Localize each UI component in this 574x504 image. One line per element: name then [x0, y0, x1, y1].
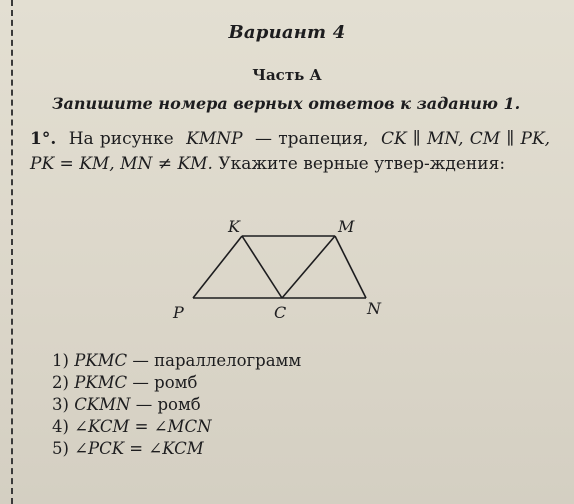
problem-number: 1°. [30, 129, 57, 149]
segment-cm [282, 236, 335, 298]
segment-kc [242, 236, 282, 298]
side-mn [335, 236, 366, 298]
condition-3: PK = KM, [30, 154, 115, 174]
answer-option [52, 372, 452, 394]
figure-name: KMNP [186, 129, 243, 149]
answer-option [52, 394, 452, 416]
problem-tail: Укажите верные утвер-ждения: [218, 154, 506, 174]
label-p: P [173, 303, 184, 322]
option-subject: ∠PCK = ∠KCM [74, 439, 204, 458]
condition-4: MN ≠ KM. [120, 154, 213, 174]
option-text: — параллелограмм [132, 351, 302, 370]
trapezoid-figure [160, 210, 390, 330]
label-m: M [338, 217, 355, 236]
option-number: 2) [52, 373, 69, 392]
problem-lead: На рисунке [68, 129, 174, 149]
answer-options [52, 350, 452, 460]
option-subject: ∠KCM = ∠MCN [74, 417, 212, 436]
option-text: — ромб [132, 373, 198, 392]
variant-title: Вариант 4 [228, 22, 346, 43]
option-subject: PKMC [74, 351, 128, 370]
condition-1: CK ∥ MN, [380, 129, 464, 149]
instruction-text: Запишите номера верных ответов к заданию 1. [52, 94, 521, 113]
label-n: N [367, 299, 381, 318]
side-pk [193, 236, 242, 298]
condition-2: CM ∥ PK, [469, 129, 551, 149]
option-number: 1) [52, 351, 69, 370]
answer-option [52, 416, 452, 438]
part-title: Часть А [252, 66, 322, 84]
option-text: — ромб [135, 395, 201, 414]
problem-dash-text: — трапеция, [255, 129, 369, 149]
option-subject: PKMC [74, 373, 128, 392]
label-k: K [228, 217, 240, 236]
option-subject: CKMN [74, 395, 131, 414]
label-c: C [274, 303, 287, 322]
problem-statement [30, 127, 550, 177]
answer-option [52, 350, 452, 372]
option-number: 5) [52, 439, 69, 458]
option-number: 3) [52, 395, 69, 414]
answer-option [52, 438, 452, 460]
option-number: 4) [52, 417, 69, 436]
